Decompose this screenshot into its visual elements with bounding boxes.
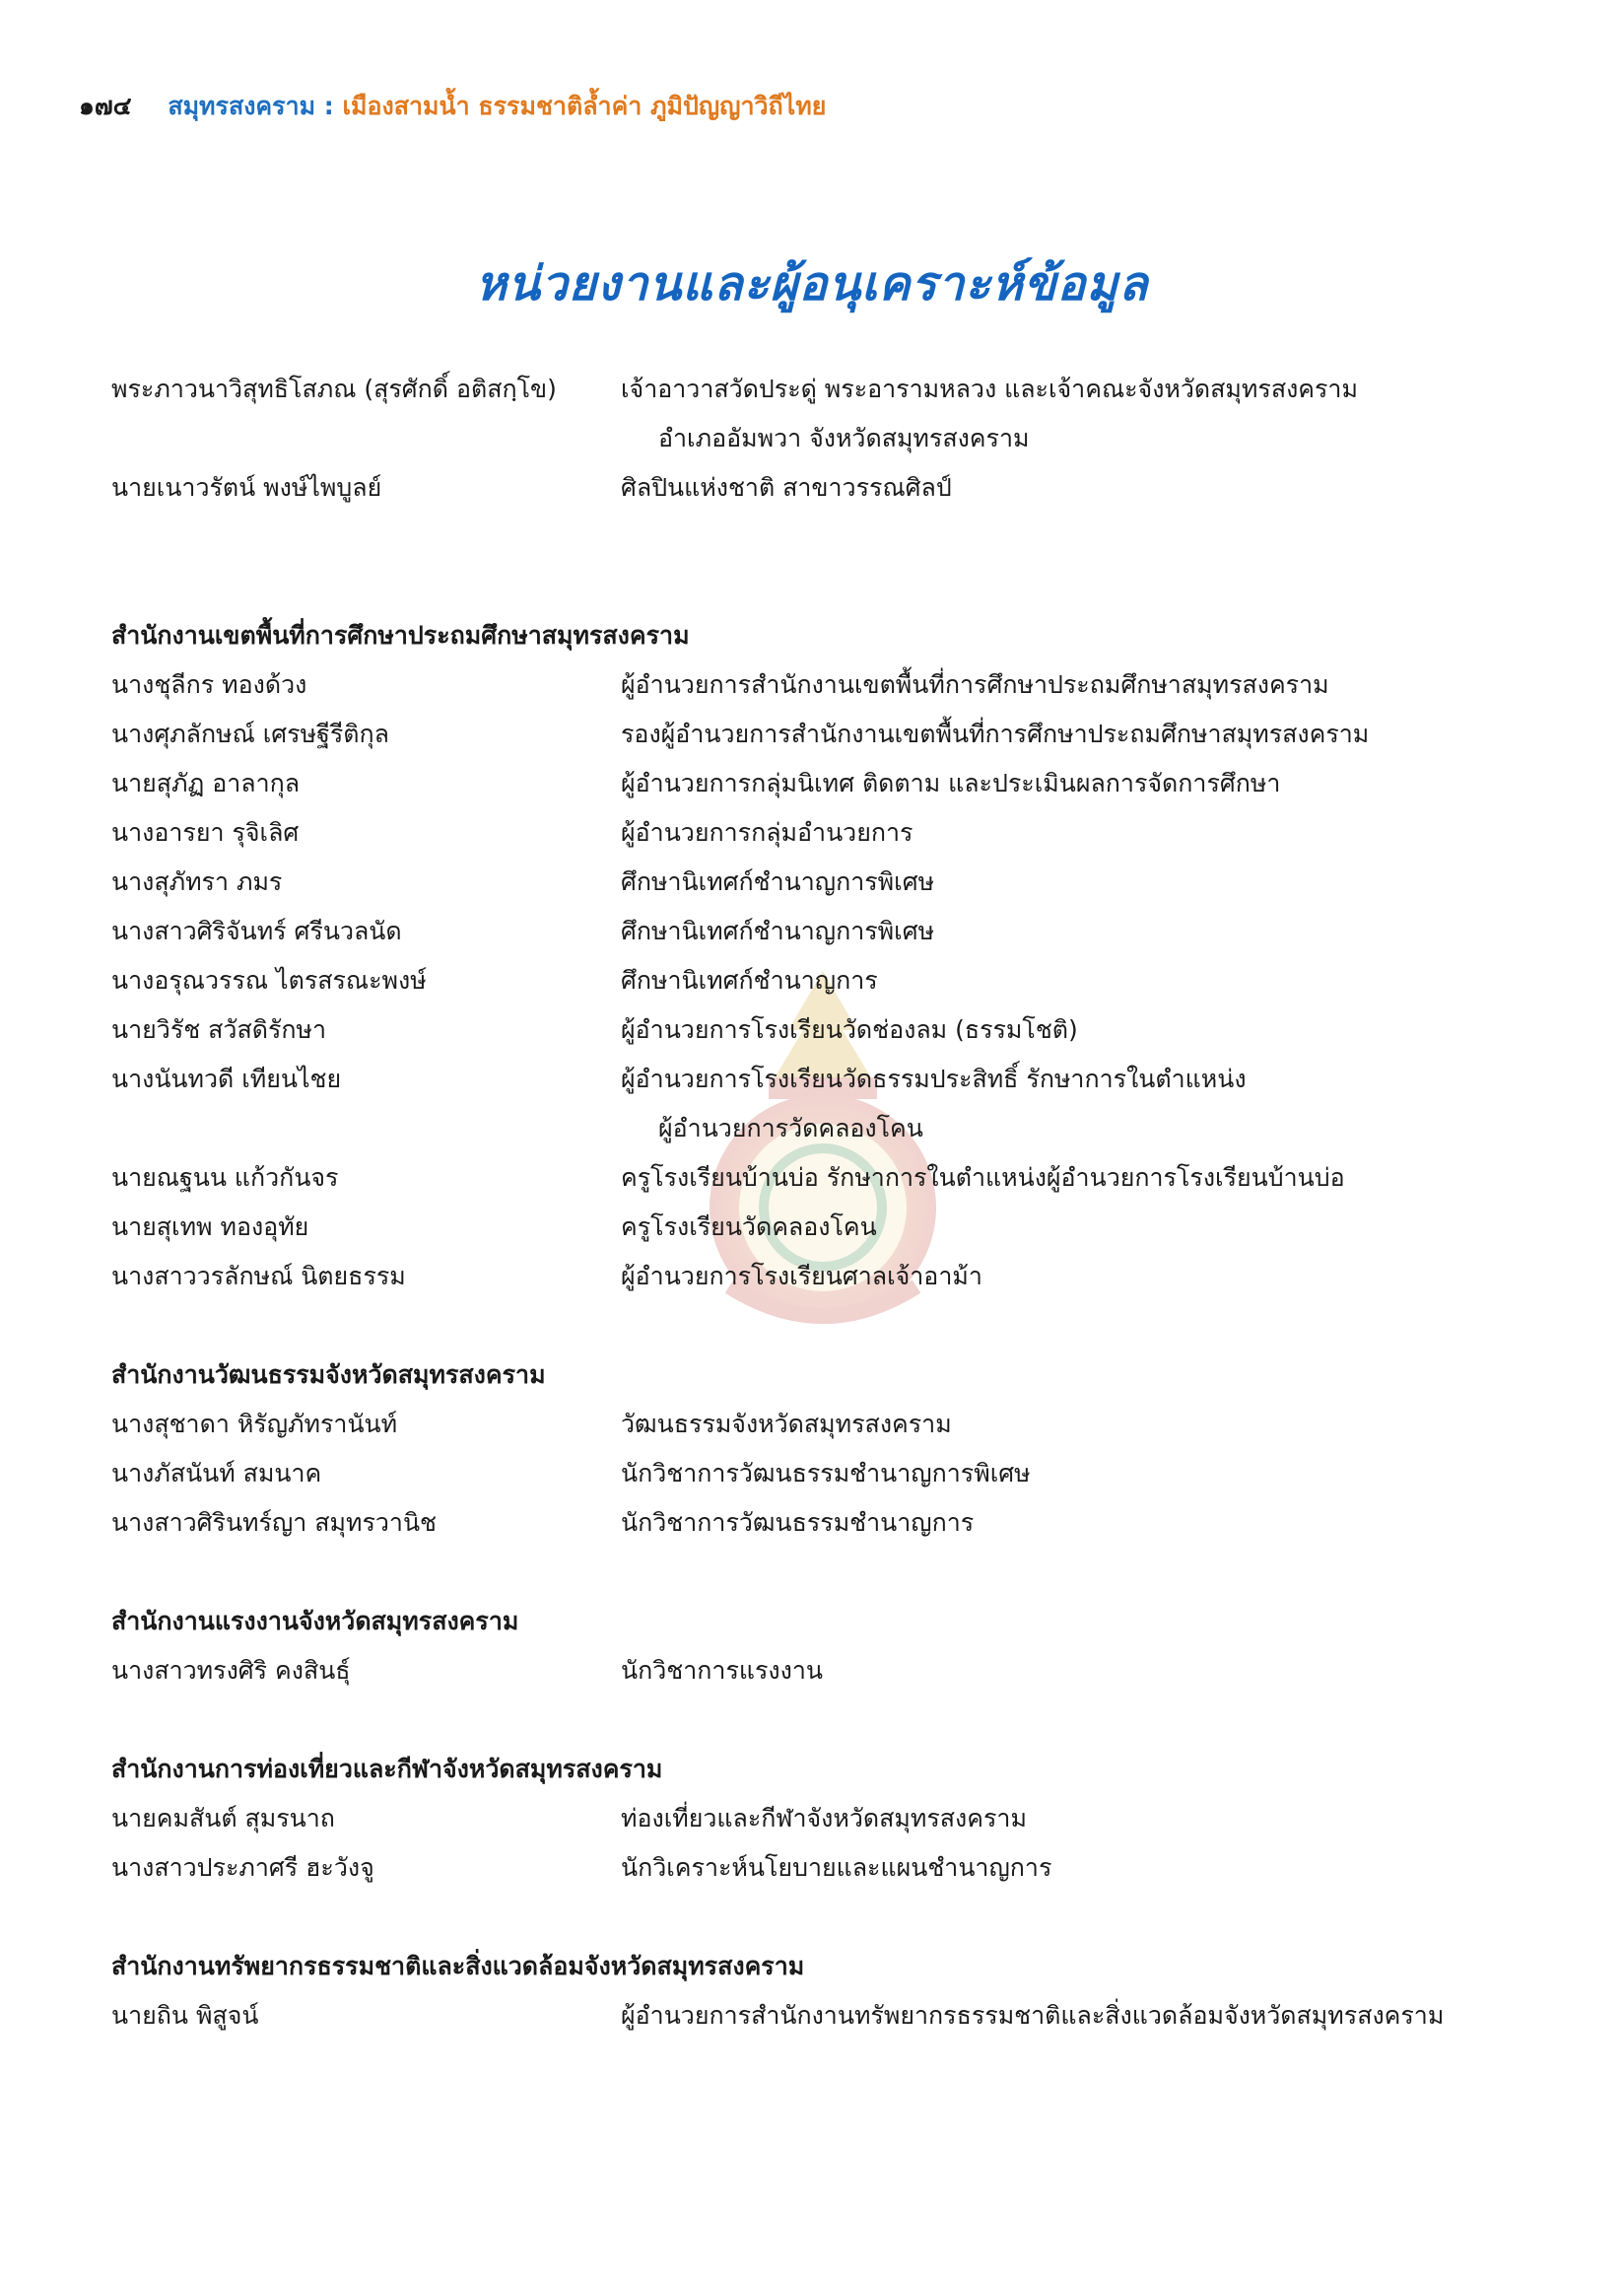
person-position	[621, 858, 1540, 907]
person-position	[621, 907, 1540, 956]
person-row	[111, 660, 1540, 710]
person-position	[621, 463, 1540, 513]
person-name: นายสุเทพ ทองอุทัย	[111, 1212, 309, 1241]
person-name: นางสาวทรงศิริ คงสินธุ์	[111, 1656, 351, 1685]
person-name: นางสาวประภาศรี ฮะวังจู	[111, 1853, 374, 1882]
person-name: นางชุลีกร ทองด้วง	[111, 670, 307, 699]
position-line: วัฒนธรรมจังหวัดสมุทรสงคราม	[621, 1410, 952, 1438]
person-position	[621, 1055, 1540, 1153]
position-line: ท่องเที่ยวและกีฬาจังหวัดสมุทรสงคราม	[621, 1804, 1027, 1832]
intro-person-row	[111, 365, 1540, 463]
spacer	[111, 1893, 1540, 1942]
book-subtitle: เมืองสามน้ำ ธรรมชาติล้ำค่า ภูมิปัญญาวิถีไทย	[342, 92, 827, 120]
section-title: สำนักงานการท่องเที่ยวและกีฬาจังหวัดสมุทรสงคราม	[111, 1755, 663, 1783]
spacer	[111, 1301, 1540, 1350]
page-title: หน่วยงานและผู้อนุเคราะห์ข้อมูล	[475, 256, 1149, 311]
spacer	[111, 1548, 1540, 1597]
person-row	[111, 1449, 1540, 1498]
person-position	[621, 1203, 1540, 1252]
section-title: สำนักงานวัฒนธรรมจังหวัดสมุทรสงคราม	[111, 1360, 546, 1389]
person-row	[111, 710, 1540, 759]
person-position	[621, 956, 1540, 1005]
person-row	[111, 1646, 1540, 1695]
person-row	[111, 907, 1540, 956]
person-row	[111, 956, 1540, 1005]
person-row	[111, 1400, 1540, 1449]
position-line: ผู้อำนวยการกลุ่มอำนวยการ	[621, 818, 914, 847]
person-row	[111, 1203, 1540, 1252]
position-line: นักวิเคราะห์นโยบายและแผนชำนาญการ	[621, 1853, 1052, 1882]
position-line: ผู้อำนวยการโรงเรียนวัดธรรมประสิทธิ์ รักษาการในตำแหน่ง	[621, 1065, 1247, 1093]
section-title: สำนักงานทรัพยากรธรรมชาติและสิ่งแวดล้อมจังหวัดสมุทรสงคราม	[111, 1952, 805, 1980]
book-title: สมุทรสงคราม :	[168, 92, 334, 120]
person-position	[621, 1400, 1540, 1449]
person-name: นางสาวศิริจันทร์ ศรีนวลนัด	[111, 917, 402, 945]
position-line: ศึกษานิเทศก์ชำนาญการพิเศษ	[621, 867, 935, 896]
position-line: นักวิชาการวัฒนธรรมชำนาญการ	[621, 1508, 975, 1537]
position-line: ศึกษานิเทศก์ชำนาญการ	[621, 966, 878, 995]
section-title: สำนักงานเขตพื้นที่การศึกษาประถมศึกษาสมุทรสงคราม	[111, 621, 690, 650]
person-name: นางสุภัทรา ภมร	[111, 867, 283, 896]
person-position	[621, 1005, 1540, 1055]
person-row	[111, 808, 1540, 858]
person-name: นายถิน พิสูจน์	[111, 2001, 259, 2030]
spacer	[111, 1695, 1540, 1745]
person-row	[111, 1055, 1540, 1153]
person-name: นางอรุณวรรณ ไตรสรณะพงษ์	[111, 966, 427, 995]
person-position	[621, 1646, 1540, 1695]
person-position	[621, 660, 1540, 710]
intro-person-row	[111, 463, 1540, 513]
position-line: ผู้อำนวยการกลุ่มนิเทศ ติดตาม และประเมินผลการจัดการศึกษา	[621, 769, 1281, 797]
person-row	[111, 858, 1540, 907]
section-title: สำนักงานแรงงานจังหวัดสมุทรสงคราม	[111, 1607, 519, 1635]
person-position	[621, 710, 1540, 759]
person-name: พระภาวนาวิสุทธิโสภณ (สุรศักดิ์ อติสกฺโข)	[111, 375, 557, 403]
position-continuation: ผู้อำนวยการวัดคลองโคน	[658, 1114, 923, 1142]
position-line: นักวิชาการวัฒนธรรมชำนาญการพิเศษ	[621, 1459, 1031, 1487]
page-header	[79, 87, 826, 126]
person-row	[111, 1843, 1540, 1893]
person-name: นายเนาวรัตน์ พงษ์ไพบูลย์	[111, 473, 382, 502]
person-name: นางนันทวดี เทียนไชย	[111, 1065, 342, 1093]
person-name: นางสาวศิรินทร์ญา สมุทรวานิช	[111, 1508, 438, 1537]
person-name: นางสุชาดา หิรัญภัทรานันท์	[111, 1410, 398, 1438]
person-position	[621, 365, 1540, 463]
person-row	[111, 1005, 1540, 1055]
position-line: ครูโรงเรียนวัดคลองโคน	[621, 1212, 877, 1241]
person-name: นายวิรัช สวัสดิรักษา	[111, 1015, 327, 1044]
person-row	[111, 1498, 1540, 1548]
position-line: ศิลปินแห่งชาติ สาขาวรรณศิลป์	[621, 473, 952, 502]
position-line: ผู้อำนวยการโรงเรียนศาลเจ้าอาม้า	[621, 1262, 982, 1290]
person-row	[111, 1153, 1540, 1203]
position-line: รองผู้อำนวยการสำนักงานเขตพื้นที่การศึกษาประถมศึกษาสมุทรสงคราม	[621, 720, 1370, 748]
person-row	[111, 1991, 1540, 2040]
position-line: นักวิชาการแรงงาน	[621, 1656, 823, 1685]
content-list	[111, 365, 1540, 2040]
spacer	[111, 513, 1540, 611]
position-line: ครูโรงเรียนบ้านบ่อ รักษาการในตำแหน่งผู้อำนวยการโรงเรียนบ้านบ่อ	[621, 1163, 1345, 1192]
position-line: ผู้อำนวยการสำนักงานเขตพื้นที่การศึกษาประถมศึกษาสมุทรสงคราม	[621, 670, 1329, 699]
person-position	[621, 1843, 1540, 1893]
person-name: นางศุภลักษณ์ เศรษฐีรีติกุล	[111, 720, 389, 748]
person-position	[621, 1498, 1540, 1548]
person-row	[111, 759, 1540, 808]
person-position	[621, 1991, 1540, 2040]
position-line: ผู้อำนวยการสำนักงานทรัพยากรธรรมชาติและสิ่งแวดล้อมจังหวัดสมุทรสงคราม	[621, 2001, 1445, 2030]
person-position	[621, 1449, 1540, 1498]
person-name: นางภัสนันท์ สมนาค	[111, 1459, 322, 1487]
position-continuation: อำเภออัมพวา จังหวัดสมุทรสงคราม	[658, 424, 1030, 452]
position-line: เจ้าอาวาสวัดประดู่ พระอารามหลวง และเจ้าคณะจังหวัดสมุทรสงคราม	[621, 375, 1358, 403]
position-line: ผู้อำนวยการโรงเรียนวัดช่องลม (ธรรมโชติ)	[621, 1015, 1078, 1044]
person-name: นางอารยา รุจิเลิศ	[111, 818, 300, 847]
position-line: ศึกษานิเทศก์ชำนาญการพิเศษ	[621, 917, 935, 945]
page-number: ๑๗๔	[79, 92, 132, 120]
person-row	[111, 1794, 1540, 1843]
person-name: นายณฐนน แก้วกันจร	[111, 1163, 339, 1192]
person-position	[621, 759, 1540, 808]
person-position	[621, 1252, 1540, 1301]
person-position	[621, 1794, 1540, 1843]
person-position	[621, 1153, 1540, 1203]
person-name: นางสาววรลักษณ์ นิตยธรรม	[111, 1262, 406, 1290]
person-position	[621, 808, 1540, 858]
person-row	[111, 1252, 1540, 1301]
person-name: นายสุภัฏ อาลากุล	[111, 769, 301, 797]
person-name: นายคมสันต์ สุมรนาถ	[111, 1804, 335, 1832]
